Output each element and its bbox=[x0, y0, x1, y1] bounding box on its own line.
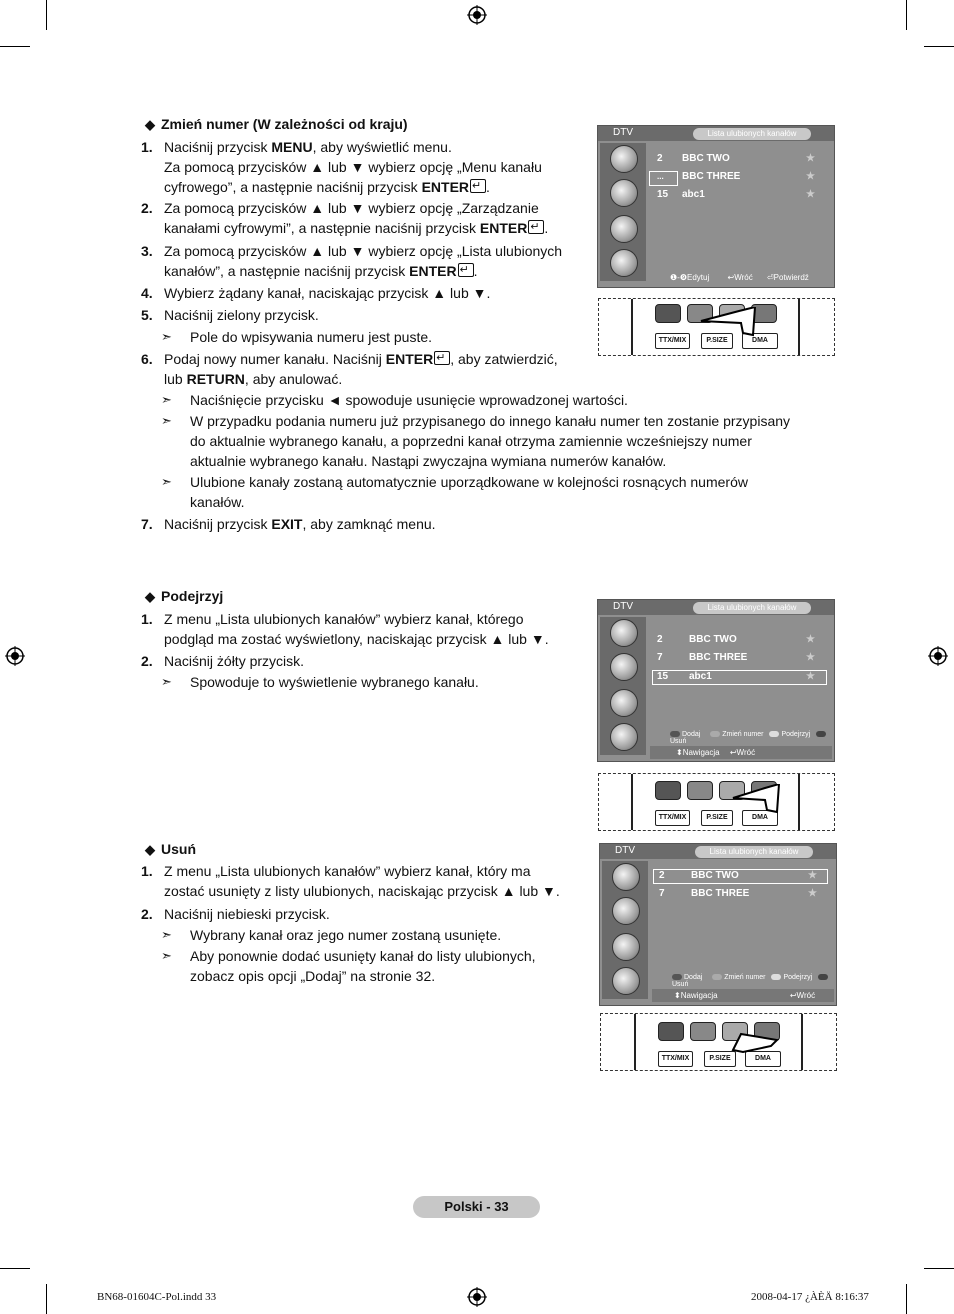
note: ➣ Pole do wpisywania numeru jest puste. bbox=[161, 329, 433, 345]
pointer-hand-icon bbox=[699, 307, 759, 337]
step-6: 6. Podaj nowy numer kanału. Naciśnij ENTER↵ , aby zatwierdzić, lub RETURN, aby anulować. bbox=[141, 349, 601, 389]
return-icon: ↩ bbox=[729, 748, 737, 757]
picture-menu-icon bbox=[610, 619, 638, 647]
ttx-mix-button[interactable]: TTX/MIX bbox=[655, 333, 690, 349]
note: ➣ Spowoduje to wyświetlenie wybranego kanału. bbox=[161, 674, 479, 690]
registration-mark-icon bbox=[467, 1287, 487, 1307]
osd-channel-row-selected[interactable]: 2 BBC TWO ★ bbox=[659, 870, 817, 881]
osd-channel-row[interactable]: 2 BBC TWO ★ bbox=[657, 634, 815, 645]
return-icon: ↩ bbox=[789, 991, 797, 1000]
imprint-file: BN68-01604C-Pol.indd 33 bbox=[97, 1291, 217, 1303]
osd-screen-change-number: DTV Lista ulubionych kanałów 2 BBC TWO ★ ... BBC THREE ★ 15 abc1 ★ ❶-❾Edytuj ↩Wróć ⏎Potwierdź bbox=[597, 125, 835, 288]
psize-button[interactable]: P.SIZE bbox=[701, 333, 733, 349]
osd-footer: ❶-❾Edytuj ↩Wróć ⏎Potwierdź bbox=[670, 273, 809, 282]
enter-icon: ⏎ bbox=[766, 273, 774, 282]
blue-dot-icon bbox=[818, 974, 828, 980]
registration-mark-icon bbox=[928, 646, 948, 666]
up-down-icon: ⬍ bbox=[674, 991, 681, 1000]
section-title-delete: ◆ Usuń bbox=[145, 841, 196, 857]
diamond-bullet-icon: ◆ bbox=[145, 117, 155, 132]
green-button[interactable] bbox=[687, 781, 713, 800]
note-arrow-icon: ➣ bbox=[161, 674, 172, 689]
registration-mark-icon bbox=[467, 5, 487, 25]
page-number-badge: Polski - 33 bbox=[413, 1196, 540, 1218]
step-2: 2. Naciśnij niebieski przycisk. bbox=[141, 906, 330, 922]
section-title-change-number: ◆ Zmień numer (W zależności od kraju) bbox=[145, 116, 408, 132]
diamond-bullet-icon: ◆ bbox=[145, 589, 155, 604]
red-button[interactable] bbox=[658, 1022, 684, 1041]
sound-menu-icon bbox=[610, 653, 638, 681]
osd-channel-row-selected[interactable]: 15 abc1 ★ bbox=[657, 671, 815, 682]
pointer-hand-icon bbox=[731, 784, 781, 814]
osd-channel-row[interactable]: 2 BBC TWO ★ bbox=[657, 153, 815, 164]
imprint-date: 2008-04-17 ¿ÀÈÄ 8:16:37 bbox=[751, 1291, 869, 1303]
ttx-mix-button[interactable]: TTX/MIX bbox=[658, 1051, 693, 1067]
step-7: 7. Naciśnij przycisk EXIT, aby zamknąć menu. bbox=[141, 516, 436, 532]
ttx-mix-button[interactable]: TTX/MIX bbox=[655, 810, 690, 826]
osd-sidebar bbox=[600, 143, 646, 281]
crop-mark bbox=[924, 1268, 954, 1269]
step-1: 1. Z menu „Lista ulubionych kanałów” wybierz kanał, którego podgląd ma zostać wyświetlony, naciskając przycisk ▲ lub ▼. bbox=[141, 611, 549, 647]
psize-button[interactable]: P.SIZE bbox=[704, 1051, 736, 1067]
step-2: 2. Naciśnij żółty przycisk. bbox=[141, 653, 305, 669]
green-dot-icon bbox=[710, 731, 720, 737]
dma-button[interactable]: DMA bbox=[745, 1051, 781, 1067]
note: ➣ Ulubione kanały zostaną automatycznie uporządkowane w kolejności rosnących numerów kanałów. bbox=[161, 474, 748, 510]
crop-mark bbox=[924, 46, 954, 47]
dma-button[interactable]: DMA bbox=[742, 333, 778, 349]
step-4: 4. Wybierz żądany kanał, naciskając przycisk ▲ lub ▼. bbox=[141, 285, 491, 301]
input-menu-icon bbox=[610, 723, 638, 751]
osd-color-legend: Dodaj Zmień numer Podejrzyj Usuń bbox=[670, 731, 835, 745]
picture-menu-icon bbox=[612, 863, 640, 891]
section-title-preview: ◆ Podejrzyj bbox=[145, 588, 224, 604]
red-dot-icon bbox=[670, 731, 680, 737]
red-button[interactable] bbox=[655, 781, 681, 800]
osd-channel-row[interactable]: 7 BBC THREE ★ bbox=[659, 888, 817, 899]
red-dot-icon bbox=[672, 974, 682, 980]
osd-color-legend: Dodaj Zmień numer Podejrzyj Usuń bbox=[672, 974, 837, 988]
crop-mark bbox=[0, 46, 30, 47]
enter-icon bbox=[470, 179, 486, 193]
enter-icon bbox=[458, 263, 474, 277]
note: ➣ W przypadku podania numeru już przypisanego do innego kanału numer ten zostanie przypisany do aktualnie wybranego kanału, a poprzedni kanał otrzyma zamiennie wcześniejszy numer aktualnie wybranego kanału. Nastąpi zwyczajna wymiana numerów kanałów. bbox=[161, 413, 791, 469]
osd-sidebar bbox=[602, 861, 648, 999]
remote-illustration bbox=[598, 773, 835, 831]
blue-dot-icon bbox=[816, 731, 826, 737]
green-button[interactable] bbox=[690, 1022, 716, 1041]
crop-mark bbox=[0, 1268, 30, 1269]
yellow-dot-icon bbox=[769, 731, 779, 737]
step-1: 1. Naciśnij przycisk MENU, aby wyświetlić menu. Za pomocą przycisków ▲ lub ▼ wybierz opcję „Menu kanału cyfrowego”, a następnie naciśnij przycisk ENTER↵ . bbox=[141, 137, 581, 197]
green-dot-icon bbox=[712, 974, 722, 980]
step-2: 2. Za pomocą przycisków ▲ lub ▼ wybierz opcję „Zarządzanie kanałami cyfrowymi”, a następnie naciśnij przycisk ENTER↵ . bbox=[141, 198, 581, 238]
psize-button[interactable]: P.SIZE bbox=[701, 810, 733, 826]
step-5: 5. Naciśnij zielony przycisk. bbox=[141, 307, 319, 323]
red-button[interactable] bbox=[655, 304, 681, 323]
note-arrow-icon: ➣ bbox=[161, 413, 172, 428]
number-keys-icon: ❶-❾ bbox=[670, 273, 688, 282]
enter-icon bbox=[528, 220, 544, 234]
return-icon: ↩ bbox=[727, 273, 735, 282]
picture-menu-icon bbox=[610, 145, 638, 173]
enter-icon bbox=[434, 351, 450, 365]
remote-illustration bbox=[600, 1013, 837, 1071]
osd-screen-preview: DTV Lista ulubionych kanałów 2 BBC TWO ★ 7 BBC THREE ★ 15 abc1 ★ Dodaj Zmień numer Podejrzyj Usuń ⬍Nawigacja ↩Wróć bbox=[597, 599, 835, 762]
note-arrow-icon: ➣ bbox=[161, 927, 172, 942]
osd-channel-row[interactable]: 7 BBC THREE ★ bbox=[657, 652, 815, 663]
note: ➣ Wybrany kanał oraz jego numer zostaną usunięte. bbox=[161, 927, 502, 943]
setup-menu-icon bbox=[612, 933, 640, 961]
up-down-icon: ⬍ bbox=[676, 748, 683, 757]
osd-sidebar bbox=[600, 617, 646, 755]
sound-menu-icon bbox=[610, 179, 638, 207]
note: ➣ Naciśnięcie przycisku ◄ spowoduje usunięcie wprowadzonej wartości. bbox=[161, 392, 628, 408]
note: ➣ Aby ponownie dodać usunięty kanał do listy ulubionych, zobacz opis opcji „Dodaj” na stronie 32. bbox=[161, 948, 536, 984]
dma-button[interactable]: DMA bbox=[742, 810, 778, 826]
note-arrow-icon: ➣ bbox=[161, 948, 172, 963]
remote-illustration bbox=[598, 298, 835, 356]
osd-channel-row[interactable]: ... BBC THREE ★ bbox=[657, 171, 815, 182]
osd-footer: ⬍Nawigacja ↩Wróć bbox=[676, 748, 756, 757]
setup-menu-icon bbox=[610, 215, 638, 243]
crop-mark bbox=[46, 1284, 47, 1314]
crop-mark bbox=[906, 1284, 907, 1314]
setup-menu-icon bbox=[610, 689, 638, 717]
input-menu-icon bbox=[610, 249, 638, 277]
note-arrow-icon: ➣ bbox=[161, 474, 172, 489]
osd-footer: ⬍Nawigacja ↩Wróć bbox=[674, 991, 816, 1000]
input-menu-icon bbox=[612, 967, 640, 995]
registration-mark-icon bbox=[5, 646, 25, 666]
osd-channel-row[interactable]: 15 abc1 ★ bbox=[657, 189, 815, 200]
crop-mark bbox=[46, 0, 47, 30]
step-3: 3. Za pomocą przycisków ▲ lub ▼ wybierz opcję „Lista ulubionych kanałów”, a następnie naciśnij przycisk ENTER↵ . bbox=[141, 241, 591, 281]
note-arrow-icon: ➣ bbox=[161, 392, 172, 407]
crop-mark bbox=[906, 0, 907, 30]
yellow-dot-icon bbox=[771, 974, 781, 980]
sound-menu-icon bbox=[612, 897, 640, 925]
diamond-bullet-icon: ◆ bbox=[145, 842, 155, 857]
pointer-hand-icon bbox=[731, 1024, 781, 1054]
osd-screen-delete: DTV Lista ulubionych kanałów 2 BBC TWO ★ 7 BBC THREE ★ Dodaj Zmień numer Podejrzyj Usuń ⬍Nawigacja ↩Wróć bbox=[599, 843, 837, 1006]
step-1: 1. Z menu „Lista ulubionych kanałów” wybierz kanał, który ma zostać usunięty z listy ulubionych, naciskając przycisk ▲ lub ▼. bbox=[141, 863, 560, 899]
note-arrow-icon: ➣ bbox=[161, 329, 172, 344]
